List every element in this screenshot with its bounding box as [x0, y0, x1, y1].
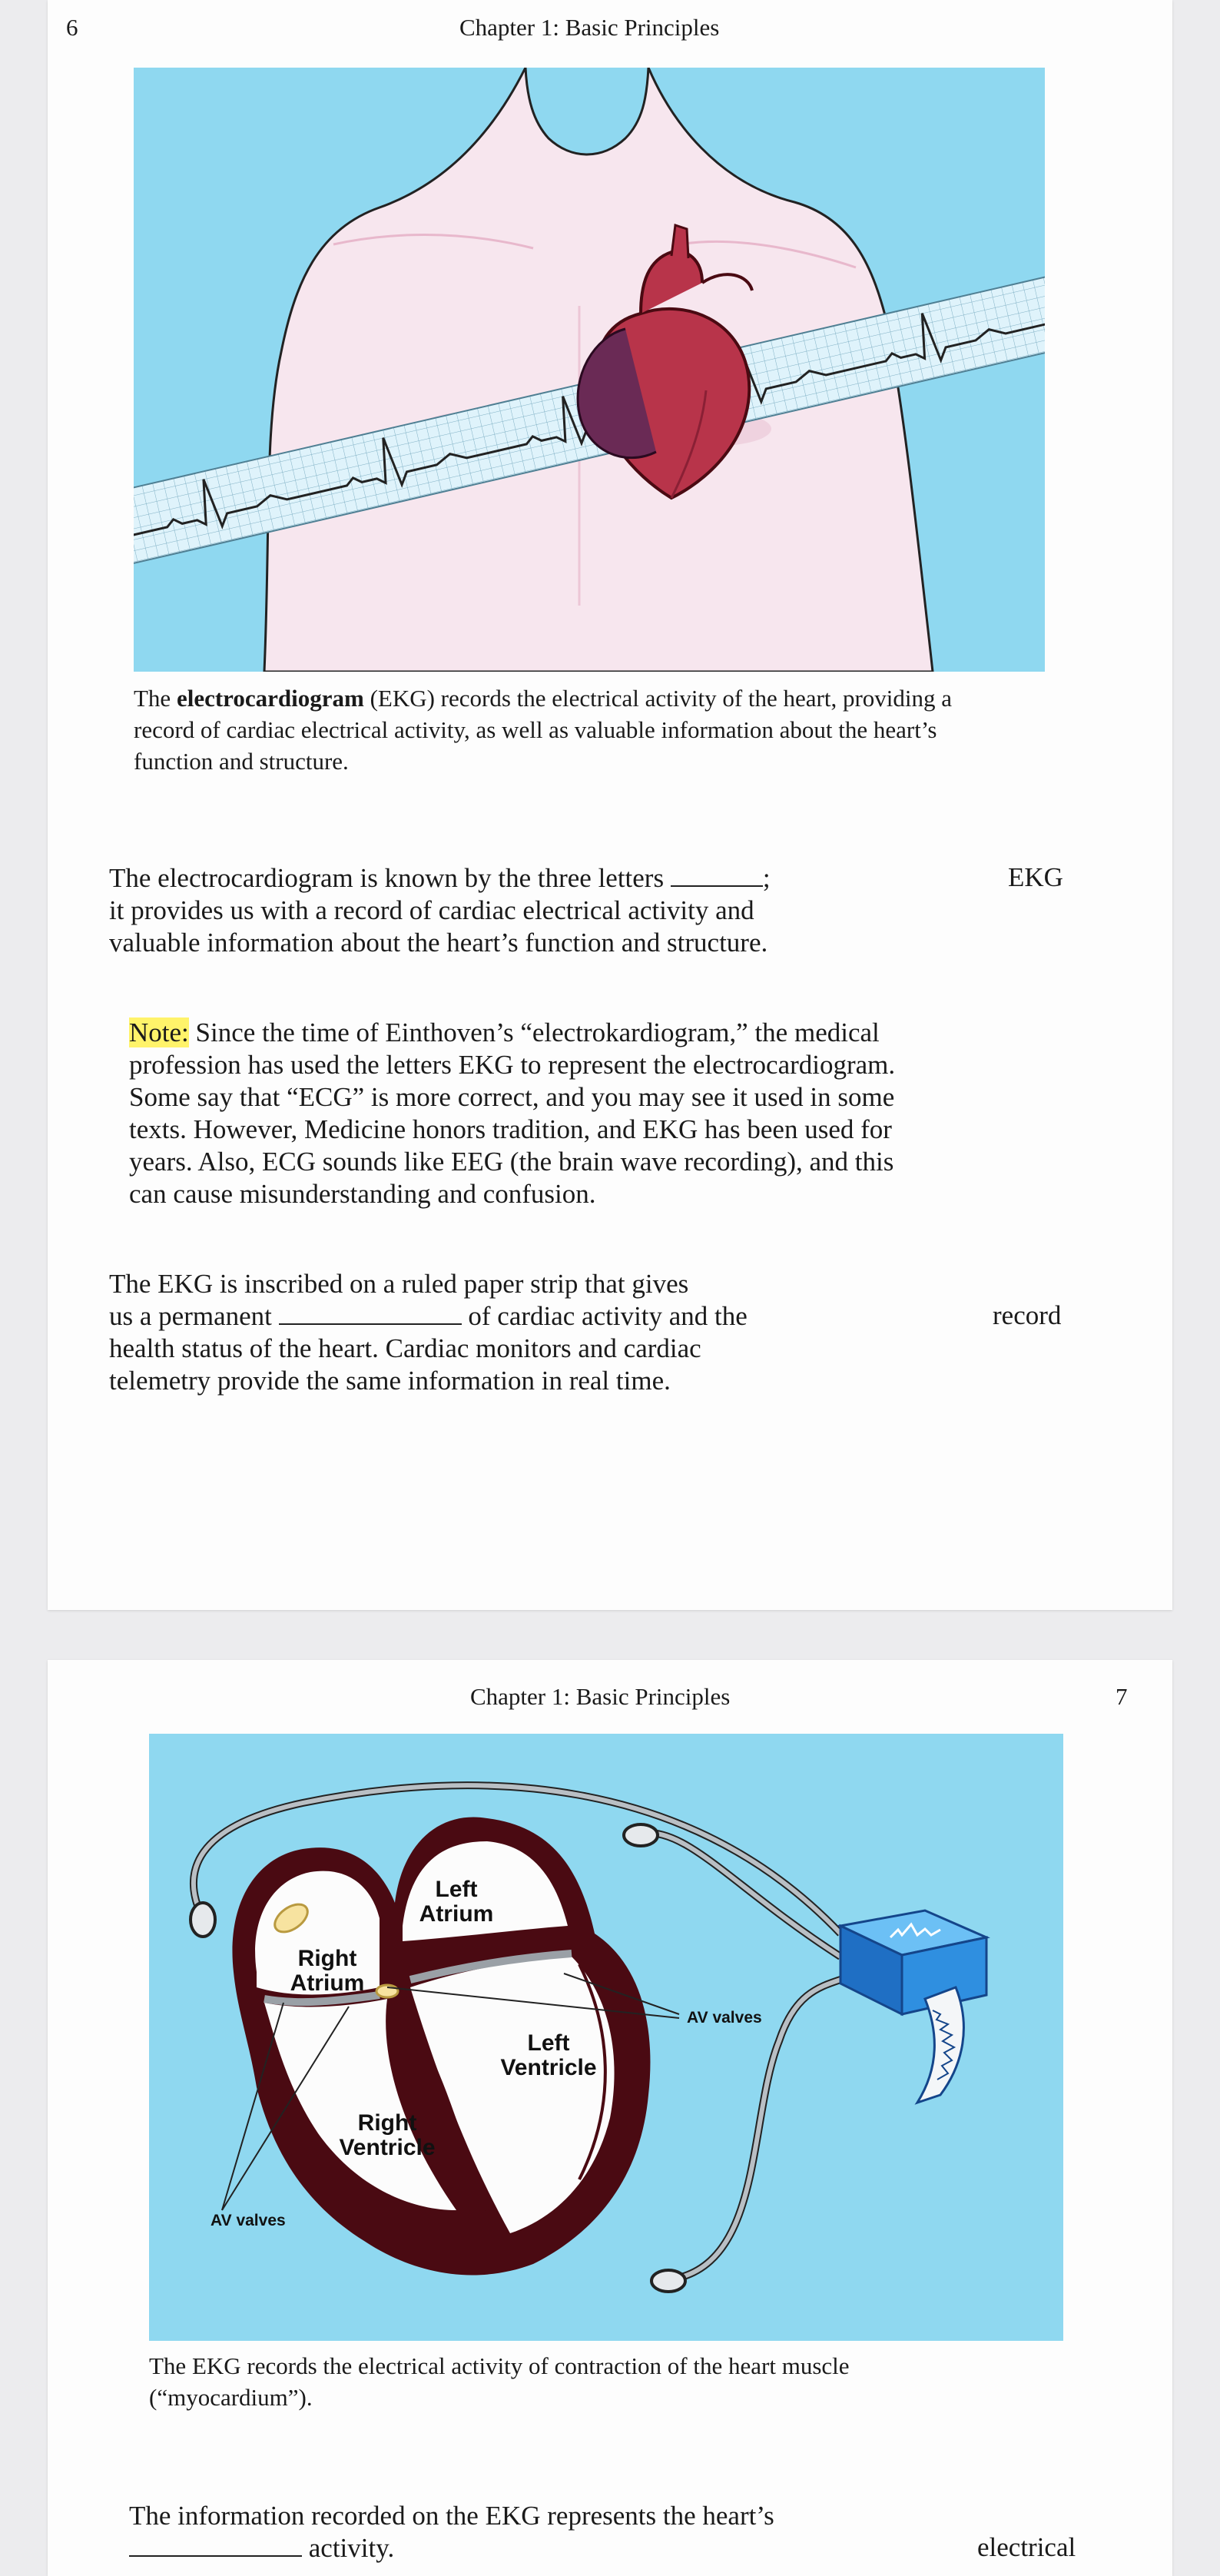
answer-blank[interactable]: [129, 2534, 302, 2557]
label-left-ventricle-2: Ventricle: [500, 2055, 597, 2080]
fill-in-paragraph-1: The electrocardiogram is known by the three letters ; it provides us with a record of cardiac electrical activity and valuable information about the heart’s function and structure.: [109, 863, 771, 958]
label-right-ventricle-2: Ventricle: [339, 2135, 436, 2160]
running-header: Chapter 1: Basic Principles: [470, 1683, 731, 1710]
label-av-valves-right: AV valves: [687, 2009, 762, 2027]
fill-in-paragraph-2: The EKG is inscribed on a ruled paper strip that gives us a permanent of cardiac activity and the health status of the heart. Cardiac monitors and cardiac telemetry provide the same information in real time.: [109, 1269, 748, 1396]
page-7: [48, 1660, 1172, 2576]
label-left-ventricle-1: Left: [527, 2030, 570, 2056]
answer-ekg: EKG: [1008, 862, 1063, 892]
figure-caption: The EKG records the electrical activity of contraction of the heart muscle (“myocardium”).: [149, 2352, 850, 2411]
label-av-valves-left: AV valves: [211, 2212, 286, 2229]
label-left-atrium-1: Left: [435, 1877, 478, 1902]
page-number: 6: [66, 14, 78, 41]
answer-blank[interactable]: [671, 864, 763, 887]
heart-ekg-diagram: [149, 1734, 1063, 2341]
fill-in-paragraph-3: The information recorded on the EKG represents the heart’s activity.: [129, 2501, 774, 2563]
answer-electrical: electrical: [977, 2532, 1076, 2562]
note-label: Note:: [129, 1017, 189, 1047]
answer-blank[interactable]: [279, 1302, 462, 1325]
running-header: Chapter 1: Basic Principles: [459, 14, 720, 41]
ekg-torso-illustration: [134, 68, 1045, 672]
label-right-atrium-1: Right: [297, 1946, 357, 1971]
page-number: 7: [1116, 1683, 1128, 1710]
label-left-atrium-2: Atrium: [419, 1901, 494, 1927]
answer-record: record: [993, 1300, 1062, 1330]
page-6: [48, 0, 1172, 1610]
label-right-atrium-2: Atrium: [290, 1970, 365, 1996]
figure-caption: The electrocardiogram (EKG) records the electrical activity of the heart, providing a record of cardiac electrical activity, as well as valuable information about the heart’s function and structure.: [134, 685, 953, 775]
label-right-ventricle-1: Right: [357, 2110, 417, 2136]
note-paragraph: Note: Since the time of Einthoven’s “electrokardiogram,” the medical profession has used the letters EKG to represent the electrocardiogram. Some say that “ECG” is more correct, and you may see it used in some texts. However, Medicine honors tradition, and EKG has been used for years. Also, ECG sounds like EEG (the brain wave recording), and this can cause misunderstanding and confusion.: [129, 1017, 896, 1209]
